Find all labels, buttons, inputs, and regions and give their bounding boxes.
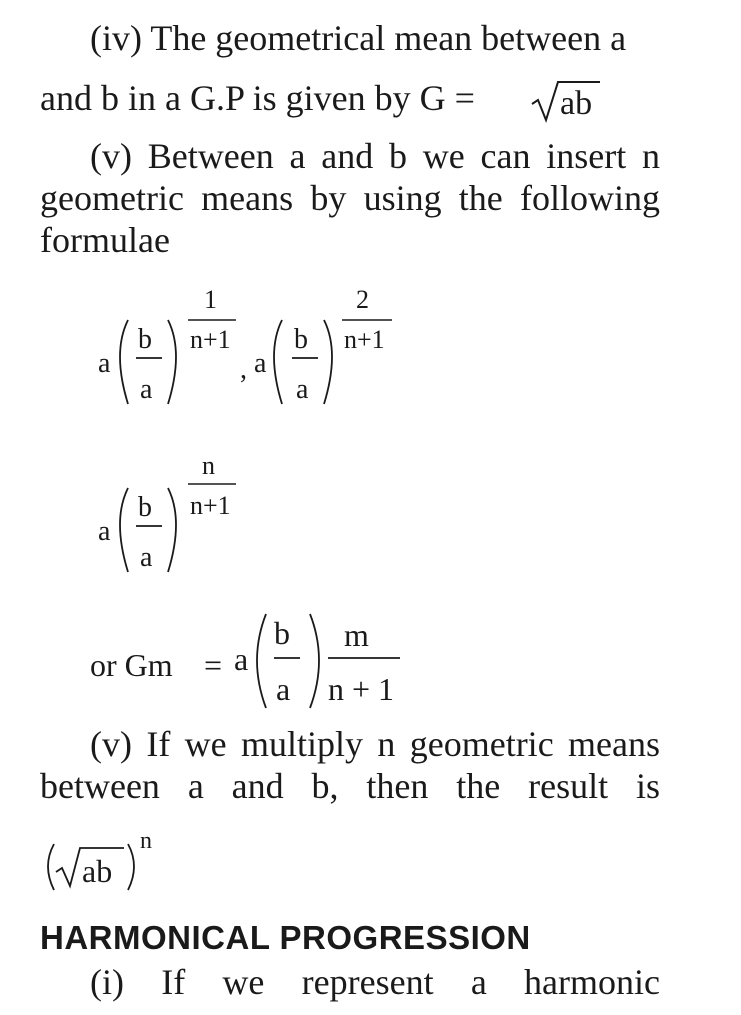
- f2-base: a: [254, 348, 267, 379]
- f2-den: a: [296, 374, 309, 405]
- gm-den: a: [276, 671, 291, 707]
- paragraph-iv-line-1: (iv) The geometrical mean between a: [90, 18, 627, 58]
- f3-base: a: [98, 516, 111, 547]
- gm-exp-num: m: [344, 617, 369, 653]
- paragraph-v1-line-3: formulae: [40, 220, 170, 260]
- paragraph-v1-line-2: geometric means by using the following: [40, 178, 660, 218]
- formula-means-n: [90, 450, 270, 585]
- gm-equals: =: [204, 647, 223, 683]
- f3-exp-num: n: [202, 451, 215, 480]
- paragraph-v2-line-2: between a and b, then the result is: [40, 766, 660, 806]
- gm-exp-den: n + 1: [328, 671, 395, 707]
- formula-gm: [88, 610, 418, 715]
- paragraph-v2-line-1: (v) If we multiply n geometric means: [90, 724, 660, 764]
- f3-exp-den: n+1: [190, 491, 231, 520]
- sqrt-radicand: ab: [560, 85, 593, 122]
- paragraph-iv-line-2: and b in a G.P is given by G =: [40, 78, 475, 118]
- f3-num: b: [138, 492, 152, 523]
- f1-den: a: [140, 374, 153, 405]
- f2-exp-den: n+1: [344, 325, 385, 354]
- section-heading-harmonical-progression: HARMONICAL PROGRESSION: [40, 919, 531, 956]
- gm-num: b: [274, 615, 290, 651]
- gm-prefix: or Gm: [90, 647, 173, 683]
- f2-exp-num: 2: [356, 285, 369, 314]
- product-power: n: [140, 828, 152, 854]
- f1-exp-num: 1: [204, 285, 217, 314]
- paragraph-hp-line-1: (i) If we represent a harmonic: [90, 962, 660, 1002]
- f1-exp-den: n+1: [190, 325, 231, 354]
- gm-base: a: [234, 641, 249, 677]
- product-radicand: ab: [82, 853, 113, 889]
- formula-means-1-2: [90, 280, 410, 420]
- f2-num: b: [294, 324, 308, 355]
- f3-den: a: [140, 542, 153, 573]
- paragraph-v1-line-1: (v) Between a and b we can insert n: [90, 136, 660, 176]
- sqrt-ab-formula: [528, 76, 608, 126]
- f1-base: a: [98, 348, 111, 379]
- f1-separator: ,: [240, 354, 247, 385]
- formula-product: [40, 826, 180, 898]
- f1-num: b: [138, 324, 152, 355]
